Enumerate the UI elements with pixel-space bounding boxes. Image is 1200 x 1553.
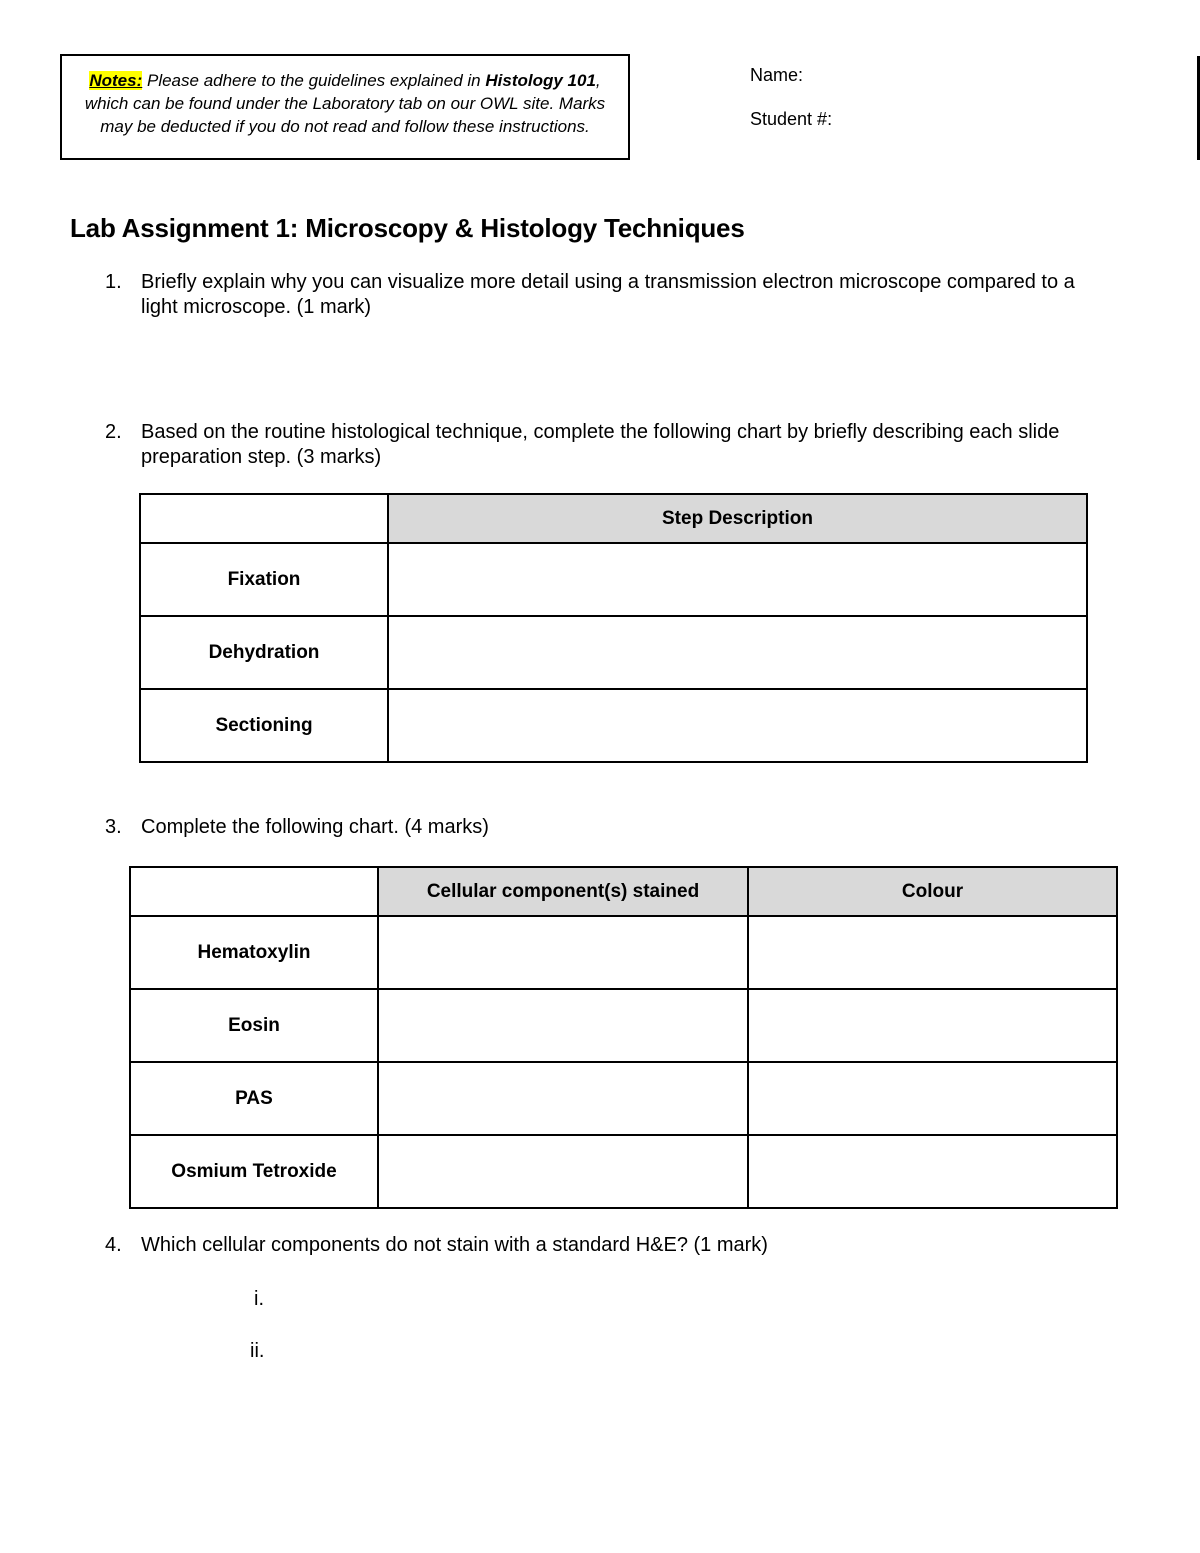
answer-cell[interactable] (748, 916, 1117, 989)
answer-cell[interactable] (388, 616, 1087, 689)
question-4 (105, 1233, 1115, 1258)
notes-bold-ref: Histology 101 (485, 71, 596, 90)
question-number: 4. (105, 1234, 122, 1256)
notes-line-2: which can be found under the Laboratory tab on our OWL site. Marks (84, 94, 606, 113)
answer-cell[interactable] (378, 1062, 748, 1135)
notes-text-1: Please adhere to the guidelines explained in (142, 71, 486, 90)
notes-box (60, 54, 630, 160)
answer-cell[interactable] (388, 689, 1087, 762)
answer-item-ii: ii. (250, 1340, 265, 1362)
answer-cell[interactable] (378, 916, 748, 989)
row-label-osmium-tetroxide: Osmium Tetroxide (130, 1135, 378, 1208)
question-text: Briefly explain why you can visualize more detail using a transmission electron microscope compared to a light microscope. (1 mark) (141, 271, 1075, 318)
answer-cell[interactable] (378, 989, 748, 1062)
step-description-table (139, 493, 1088, 763)
row-label-pas: PAS (130, 1062, 378, 1135)
row-label-hematoxylin: Hematoxylin (130, 916, 378, 989)
notes-line-1 (62, 69, 628, 92)
question-1 (105, 270, 1115, 320)
table-corner-cell (140, 494, 388, 543)
question-number: 3. (105, 816, 122, 838)
notes-label: Notes: (89, 71, 143, 90)
question-number: 1. (105, 271, 122, 293)
answer-cell[interactable] (748, 1135, 1117, 1208)
answer-cell[interactable] (748, 1062, 1117, 1135)
question-text: Based on the routine histological technique, complete the following chart by briefly describing each slide preparation step. (3 marks) (141, 421, 1060, 468)
row-label-dehydration: Dehydration (140, 616, 388, 689)
student-number-field: Student #: (750, 109, 833, 129)
table-corner-cell (130, 867, 378, 916)
table-header: Step Description (388, 494, 1087, 543)
name-field: Name: (750, 65, 804, 85)
answer-item-i: i. (254, 1288, 264, 1310)
question-number: 2. (105, 421, 122, 443)
answer-cell[interactable] (388, 543, 1087, 616)
answer-cell[interactable] (378, 1135, 748, 1208)
question-text: Which cellular components do not stain with a standard H&E? (1 mark) (141, 1234, 768, 1256)
notes-text-1b: , (595, 71, 601, 90)
table-header-component: Cellular component(s) stained (378, 867, 748, 916)
question-text: Complete the following chart. (4 marks) (141, 816, 489, 838)
answer-cell[interactable] (748, 989, 1117, 1062)
row-label-sectioning: Sectioning (140, 689, 388, 762)
stain-table (129, 866, 1118, 1209)
question-3 (105, 815, 1115, 840)
row-label-fixation: Fixation (140, 543, 388, 616)
notes-line-3: may be deducted if you do not read and follow these instructions. (100, 117, 590, 136)
row-label-eosin: Eosin (130, 989, 378, 1062)
page-title: Lab Assignment 1: Microscopy & Histology Techniques (70, 213, 745, 243)
question-2 (105, 420, 1115, 470)
table-header-colour: Colour (748, 867, 1117, 916)
